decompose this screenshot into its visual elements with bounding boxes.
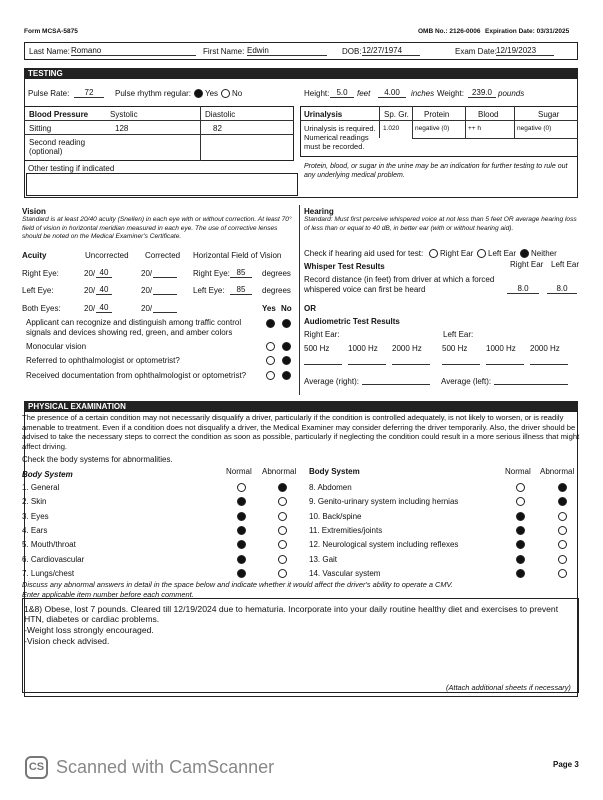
body-system-left-6-abnormal-radio[interactable] xyxy=(278,555,287,564)
hfov-label: Horizontal Field of Vision xyxy=(193,251,282,260)
body-system-right-1-label: 8. Abdomen xyxy=(309,483,352,492)
avg-left-field[interactable] xyxy=(494,384,568,385)
both-unc-prefix: 20/ xyxy=(84,304,96,313)
body-system-left-7-label: 7. Lungs/chest xyxy=(22,568,75,578)
body-system-right-7-abnormal-radio[interactable] xyxy=(558,569,567,578)
body-system-left-3-abnormal-radio[interactable] xyxy=(278,512,287,521)
whisper-right-value[interactable]: 8.0 xyxy=(507,284,539,294)
color-no-radio[interactable] xyxy=(282,319,291,328)
body-system-right-3-normal-radio[interactable] xyxy=(516,512,525,521)
last-name-field[interactable]: Romano xyxy=(71,46,196,56)
comment-line-2: HTN, diabetes or cardiac problems. xyxy=(24,614,160,624)
avg-right-label: Average (right): xyxy=(304,377,359,386)
avg-left-label: Average (left): xyxy=(441,377,492,386)
audio-right-500-field[interactable] xyxy=(304,364,342,365)
left-eye-corrected[interactable] xyxy=(153,294,177,295)
body-system-left-4-abnormal-radio[interactable] xyxy=(278,526,287,535)
body-system-right-4-label: 11. Extremities/joints xyxy=(309,525,383,535)
audio-left-500-field[interactable] xyxy=(442,364,480,365)
audio-left-2000-field[interactable] xyxy=(530,364,568,365)
referred-question: Referred to ophthalmologist or optometrist? xyxy=(26,356,180,365)
body-system-right-3-abnormal-radio[interactable] xyxy=(558,512,567,521)
height-label: Height: xyxy=(304,89,330,98)
whisper-right-header: Right Ear xyxy=(510,260,544,269)
left-unc-prefix: 20/ xyxy=(84,286,96,295)
body-system-left-5-label: 5. Mouth/throat xyxy=(22,540,76,550)
last-name-label: Last Name: xyxy=(29,47,70,56)
blood-value[interactable]: ++ h xyxy=(468,125,482,132)
audio-right-1000-field[interactable] xyxy=(348,364,386,365)
pulse-field[interactable]: 72 xyxy=(74,88,104,98)
aid-left-label: Left Ear xyxy=(488,249,517,258)
left-cor-prefix: 20/ xyxy=(141,286,153,295)
rhythm-label: Pulse rhythm regular: xyxy=(115,89,192,98)
camscanner-text: Scanned with CamScanner xyxy=(56,757,275,777)
vision-no-header: No xyxy=(281,304,292,313)
mono-no-radio[interactable] xyxy=(282,342,291,351)
pounds-label: pounds xyxy=(498,89,525,98)
whisper-left-value[interactable]: 8.0 xyxy=(547,284,577,294)
left-freq-1000: 1000 Hz xyxy=(486,344,516,353)
right-degrees: degrees xyxy=(262,269,291,278)
aid-right-radio[interactable] xyxy=(429,249,438,258)
audio-left-label: Left Ear: xyxy=(443,330,474,339)
physical-header: PHYSICAL EXAMINATION xyxy=(24,401,578,412)
abnormal-header-left: Abnormal xyxy=(262,467,297,476)
audio-right-2000-field[interactable] xyxy=(392,364,430,365)
body-system-left-1-abnormal-radio[interactable] xyxy=(278,483,287,492)
avg-right-field[interactable] xyxy=(362,384,430,385)
acuity-label: Acuity xyxy=(22,251,47,260)
or-label: OR xyxy=(304,304,316,313)
comment-line-1: 1&8) Obese, lost 7 pounds. Cleared till 12/19/2024 due to hematuria. Incorporate into your daily routine healthy diet and exercises to prevent xyxy=(24,604,559,614)
body-system-right-6-normal-radio[interactable] xyxy=(516,555,525,564)
record-distance-text: Record distance (in feet) from driver at which a forced whispered voice can first be heard xyxy=(304,275,495,294)
sugar-label: Sugar xyxy=(538,110,560,119)
body-system-left-7-normal-radio[interactable] xyxy=(237,569,246,578)
height-ft-field[interactable]: 5.0 xyxy=(330,88,354,98)
both-eyes-label: Both Eyes: xyxy=(22,304,61,313)
body-system-right-4-abnormal-radio[interactable] xyxy=(558,526,567,535)
blood-label: Blood xyxy=(478,110,499,119)
weight-label: Weight: xyxy=(437,89,464,98)
rhythm-yes-radio[interactable] xyxy=(194,89,203,98)
hearing-title: Hearing xyxy=(304,207,334,216)
body-system-right-2-label: 9. Genito-urinary system including hernias xyxy=(309,497,459,507)
comment-line-3: -Weight loss strongly encouraged. xyxy=(24,625,154,635)
body-system-right-1-abnormal-radio[interactable] xyxy=(558,483,567,492)
referred-yes-radio[interactable] xyxy=(266,356,275,365)
sitting-label: Sitting xyxy=(29,124,52,133)
aid-neither-label: Neither xyxy=(531,249,557,258)
documentation-question: Received documentation from ophthalmologist or optometrist? xyxy=(26,371,247,380)
body-system-right-1-normal-radio[interactable] xyxy=(516,483,525,492)
form-id: Form MCSA-5875 xyxy=(24,28,78,35)
body-system-right-7-label: 14. Vascular system xyxy=(309,568,381,578)
normal-header-left: Normal xyxy=(226,467,252,476)
diastolic-value[interactable]: 82 xyxy=(213,124,222,133)
rhythm-no-label: No xyxy=(232,89,243,98)
body-system-left-6-label: 6. Cardiovascular xyxy=(22,554,85,564)
audio-right-label: Right Ear: xyxy=(304,330,340,339)
other-testing-field[interactable] xyxy=(26,173,298,196)
body-system-header-right: Body System xyxy=(309,467,360,476)
left-freq-500: 500 Hz xyxy=(442,344,468,353)
body-system-right-6-abnormal-radio[interactable] xyxy=(558,555,567,564)
abnormal-header-right: Abnormal xyxy=(540,467,575,476)
aid-left-radio[interactable] xyxy=(477,249,486,258)
normal-header-right: Normal xyxy=(505,467,531,476)
right-eye-label: Right Eye: xyxy=(22,269,59,278)
audio-left-1000-field[interactable] xyxy=(486,364,524,365)
exam-date-field[interactable]: 12/19/2023 xyxy=(496,46,554,56)
left-eye-uncorrected[interactable]: 40 xyxy=(96,285,112,295)
vision-standard: Standard is at least 20/40 acuity (Snellen) in each eye with or without correction. At least 70° field of vision in horizontal meridian measured in each eye. The use of corrective lenses should be noted on the Medical Examiner's Certificate. xyxy=(22,216,292,240)
uncorrected-label: Uncorrected xyxy=(85,251,129,260)
camscanner-logo: CS xyxy=(25,756,48,779)
rhythm-no-radio[interactable] xyxy=(221,89,230,98)
first-name-label: First Name: xyxy=(203,47,245,56)
mono-yes-radio[interactable] xyxy=(266,342,275,351)
systolic-label: Systolic xyxy=(110,110,138,119)
attach-note: (Attach additional sheets if necessary) xyxy=(446,683,571,692)
body-system-left-4-normal-radio[interactable] xyxy=(237,526,246,535)
page-number: Page 3 xyxy=(553,760,579,769)
expiration-date: Expiration Date: 03/31/2025 xyxy=(485,28,570,35)
mono-question: Monocular vision xyxy=(26,342,87,351)
documentation-no-radio[interactable] xyxy=(282,371,291,380)
body-system-left-2-label: 2. Skin xyxy=(22,497,47,507)
dob-field[interactable]: 12/27/1974 xyxy=(362,46,420,56)
whisper-title: Whisper Test Results xyxy=(304,262,385,271)
exam-date-label: Exam Date: xyxy=(455,47,497,56)
urinalysis-note: Urinalysis is required. Numerical readings must be recorded. xyxy=(304,124,376,151)
left-degrees: degrees xyxy=(262,286,291,295)
whisper-left-header: Left Ear xyxy=(551,260,580,269)
aid-right-label: Right Ear xyxy=(440,249,474,258)
body-system-left-6-normal-radio[interactable] xyxy=(237,555,246,564)
omb-number: OMB No.: 2126-0006 xyxy=(418,28,481,35)
vision-yes-header: Yes xyxy=(262,304,276,313)
body-system-left-1-normal-radio[interactable] xyxy=(237,483,246,492)
color-yes-radio[interactable] xyxy=(266,319,275,328)
spgr-label: Sp. Gr. xyxy=(384,110,409,119)
height-in-field[interactable]: 4.00 xyxy=(378,88,406,98)
both-eyes-uncorrected[interactable]: 40 xyxy=(96,303,112,313)
hearing-aid-question: Check if hearing aid used for test: xyxy=(304,249,424,258)
vision-title: Vision xyxy=(22,207,46,216)
referred-no-radio[interactable] xyxy=(282,356,291,365)
sugar-value[interactable]: negative (0) xyxy=(517,125,552,132)
check-body-systems: Check the body systems for abnormalities. xyxy=(22,455,173,464)
testing-header: TESTING xyxy=(24,68,578,79)
body-system-right-3-label: 10. Back/spine xyxy=(309,511,362,521)
protein-label: Protein xyxy=(424,110,450,119)
body-system-left-4-label: 4. Ears xyxy=(22,525,48,535)
comment-line-4: -Vision check advised. xyxy=(24,636,110,646)
corrected-label: Corrected xyxy=(145,251,181,260)
body-system-left-3-normal-radio[interactable] xyxy=(237,512,246,521)
urinalysis-label: Urinalysis xyxy=(304,110,343,119)
bp-label: Blood Pressure xyxy=(29,110,89,119)
physical-intro: The presence of a certain condition may not necessarily disqualify a driver, particularly if the condition is controlled adequately, is not likely to worsen, or is readily amenable to treatment. Even if a condition does not disqualify a driver, the Medical Examiner may consider deferring the driver temporarily. Also, the driver should be advised to take the necessary steps to correct the condition as soon as possible, particularly if neglecting the condition could result in a more serious illness that might affect driving. xyxy=(22,413,580,451)
both-eyes-corrected[interactable] xyxy=(153,312,177,313)
right-eye-corrected[interactable] xyxy=(153,277,177,278)
audio-title: Audiometric Test Results xyxy=(304,317,400,326)
right-freq-1000: 1000 Hz xyxy=(348,344,378,353)
body-system-header-left: Body System xyxy=(22,470,73,479)
left-fov-label: Left Eye: xyxy=(193,286,225,295)
aid-neither-radio[interactable] xyxy=(520,249,529,258)
hearing-standard: Standard: Must first perceive whispered voice at not less than 5 feet OR average hearing loss of less than or equal to 40 dB, in better ear (with or without hearing aid). xyxy=(304,216,577,232)
urinalysis-footnote: Protein, blood, or sugar in the urine may be an indication for further testing to rule out any underlying medical problem. xyxy=(304,163,568,179)
diastolic-label: Diastolic xyxy=(205,110,236,119)
first-name-field[interactable]: Edwin xyxy=(247,46,327,56)
dob-label: DOB: xyxy=(342,47,362,56)
color-question: Applicant can recognize and distinguish among traffic control signals and devices showing red, green, and amber colors xyxy=(26,318,242,337)
weight-field[interactable]: 239.0 xyxy=(468,88,496,98)
body-system-left-7-abnormal-radio[interactable] xyxy=(278,569,287,578)
left-freq-2000: 2000 Hz xyxy=(530,344,560,353)
documentation-yes-radio[interactable] xyxy=(266,371,275,380)
body-system-right-4-normal-radio[interactable] xyxy=(516,526,525,535)
pulse-label: Pulse Rate: xyxy=(28,89,70,98)
body-system-left-1-label: 1. General xyxy=(22,483,60,492)
systolic-value[interactable]: 128 xyxy=(115,124,129,133)
spgr-value[interactable]: 1.020 xyxy=(383,125,400,132)
feet-label: feet xyxy=(357,89,371,98)
right-eye-fov[interactable]: 85 xyxy=(230,268,252,278)
right-cor-prefix: 20/ xyxy=(141,269,153,278)
right-freq-2000: 2000 Hz xyxy=(392,344,422,353)
inches-label: inches xyxy=(411,89,435,98)
body-system-right-6-label: 13. Gait xyxy=(309,554,338,564)
enter-instruction: Enter applicable item number before each comment. xyxy=(22,590,194,599)
right-freq-500: 500 Hz xyxy=(304,344,330,353)
right-fov-label: Right Eye: xyxy=(193,269,230,278)
right-eye-uncorrected[interactable]: 40 xyxy=(96,268,112,278)
left-eye-fov[interactable]: 85 xyxy=(230,285,252,295)
other-testing-label: Other testing if indicated xyxy=(28,164,115,173)
body-system-right-5-label: 12. Neurological system including reflexes xyxy=(309,540,459,550)
body-system-right-7-normal-radio[interactable] xyxy=(516,569,525,578)
discuss-instruction: Discuss any abnormal answers in detail in the space below and indicate whether it would affect the driver's ability to operate a CMV. xyxy=(22,580,453,589)
protein-value[interactable]: negative (0) xyxy=(415,125,450,132)
left-eye-label: Left Eye: xyxy=(22,286,54,295)
rhythm-yes-label: Yes xyxy=(205,89,219,98)
right-unc-prefix: 20/ xyxy=(84,269,96,278)
both-cor-prefix: 20/ xyxy=(141,304,153,313)
second-reading-label: Second reading xyxy=(29,138,86,147)
body-system-left-3-label: 3. Eyes xyxy=(22,511,49,521)
optional-label: (optional) xyxy=(29,147,63,156)
